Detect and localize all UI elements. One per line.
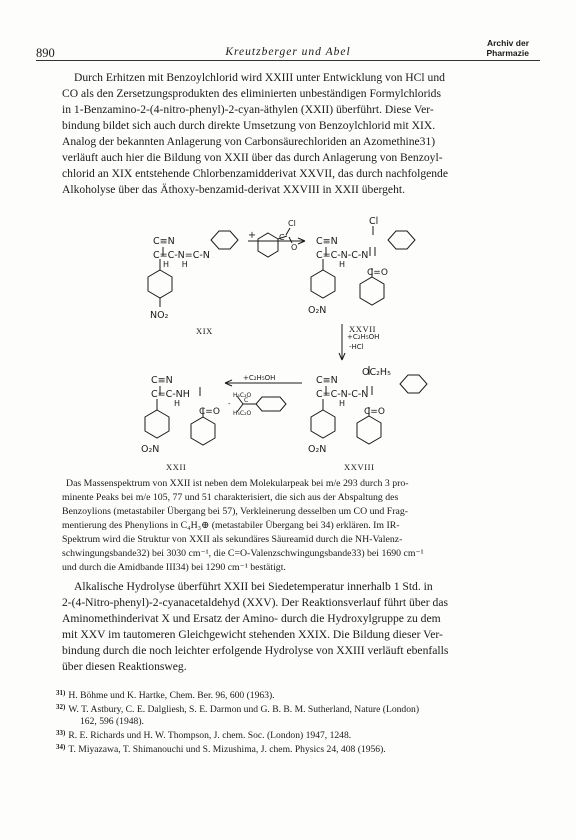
footnote-text: W. T. Astbury, C. E. Dalgliesh, S. E. Darmon und G. B. B. M. Sutherland, Nature (London)	[68, 704, 420, 715]
xxvii-h: H	[339, 260, 346, 269]
text-line: verläuft auch hier die Bildung von XXII über das durch Anlagerung von Benzoyl-	[62, 151, 443, 164]
xxviii-carbonyl: C=O	[364, 407, 385, 417]
small-text-line: und durch die Amidbande III34) bei 1290 cm⁻¹ bestätigt.	[62, 562, 286, 573]
step-ethanol-remove: -HCl	[349, 343, 364, 351]
step-reverse-add: +C₂H₅OH	[243, 374, 276, 382]
xxvii-nitrile: C≡N	[316, 236, 338, 247]
text-line: 2-(4-Nitro-phenyl)-2-cyanacetaldehyd (XXV). Der Reaktionsverlauf führt über das	[62, 596, 448, 609]
footnote-number: 31)	[56, 689, 66, 697]
xix-label: XIX	[196, 326, 213, 336]
xxviii-nitro: O₂N	[308, 444, 327, 455]
reagent-plus: +	[248, 230, 256, 241]
text-line: bindung bildet sich auch durch direkte Umsetzung von Benzoylchlorid mit XIX.	[62, 119, 436, 132]
text-line: Analog der bekannten Anlagerung von Carbonsäurechloriden an Azomethine31)	[62, 135, 436, 148]
step-reverse-formula-1: H₅C₂O	[233, 392, 252, 399]
small-text-line: schwingungsbande32) bei 3030 cm⁻¹, die C=O-Valenzschwingungsbande33) bei 1690 cm⁻¹	[62, 548, 424, 559]
footnote-text: T. Miyazawa, T. Shimanouchi und S. Mizushima, J. chem. Physics 24, 408 (1956).	[68, 744, 386, 755]
text-line: chlorid an XIX entstehende Chlorbenzamidderivat XXVII, das durch nachfolgende	[62, 167, 449, 180]
step-reverse-c: C	[244, 397, 249, 404]
text-line: mit XXV im tautomeren Gleichgewicht stehenden XXIX. Die Bildung dieser Ver-	[62, 628, 443, 641]
text-line: Alkoholyse über das Äthoxy-benzamid-derivat XXVIII in XXII übergeht.	[62, 183, 405, 196]
journal-name-line-2: Pharmazie	[486, 47, 529, 58]
small-text-line: Benzoylions (metastabiler Übergang bei 57), Verkleinerung desselben um CO und Frag-	[62, 506, 408, 517]
xix-core: C=C-N=C-N	[153, 250, 210, 261]
page-number: 890	[36, 46, 55, 60]
xxvii-label: XXVII	[349, 324, 377, 334]
step-reverse-formula-2: H₅C₂O	[233, 410, 252, 417]
step-reverse-minus: -	[228, 400, 231, 408]
footnote	[56, 703, 419, 715]
reagent-o: O	[291, 243, 298, 252]
xix-nitrile: C≡N	[153, 236, 175, 247]
xxii-nitrile: C≡N	[151, 375, 173, 386]
xxvii-core: C=C-N-C-N	[316, 250, 369, 261]
text-line: über diesen Reaktionsweg.	[62, 660, 187, 673]
xxii-label: XXII	[166, 462, 187, 472]
footnote	[56, 689, 275, 701]
footnote-number: 34)	[56, 743, 66, 751]
small-text-line: minente Peaks bei m/e 105, 77 und 51 charakterisiert, die sich aus der Abspaltung des	[62, 492, 399, 503]
xxviii-core: C=C-N-C-N	[316, 389, 369, 400]
xxvii-cl: Cl	[369, 216, 379, 227]
footnote-text: 162, 596 (1948).	[80, 716, 144, 727]
footnote-continuation	[80, 716, 144, 727]
journal-name-line-1: Archiv der	[486, 38, 529, 48]
text-line: CO als den Zersetzungsprodukten des eliminierten unbeständigen Formylchlorids	[62, 87, 441, 100]
reagent-cl: Cl	[288, 219, 296, 228]
small-text-line: Das Massenspektrum von XXII ist neben dem Molekularpeak bei m/e 293 durch 3 pro-	[66, 478, 409, 489]
xxviii-label: XXVIII	[344, 462, 375, 472]
xxii-nitro: O₂N	[141, 444, 160, 455]
xxii-h: H	[174, 399, 181, 408]
reagent-c: C	[279, 233, 285, 242]
footnote-text: R. E. Richards und H. W. Thompson, J. chem. Soc. (London) 1947, 1248.	[68, 730, 352, 741]
text-line: Durch Erhitzen mit Benzoylchlorid wird XXIII unter Entwicklung von HCl und	[74, 71, 445, 84]
footnote-number: 32)	[56, 703, 66, 711]
xxviii-ethoxy: OC₂H₅	[362, 367, 391, 378]
running-title: Kreutzberger und Abel	[225, 46, 351, 58]
footnote	[56, 743, 386, 755]
xxviii-nitrile: C≡N	[316, 375, 338, 386]
xxii-core: C=C-NH	[151, 389, 190, 400]
xxviii-h: H	[339, 399, 346, 408]
small-text-line: Spektrum wird die Struktur von XXII als sekundäres Säureamid durch die NH-Valenz-	[62, 534, 403, 545]
xxvii-nitro: O₂N	[308, 305, 327, 316]
text-line: bindung durch die noch leichter erfolgende Hydrolyse von XXIII verläuft ebenfalls	[62, 644, 449, 657]
xxvii-carbonyl: C=O	[367, 268, 388, 278]
xxii-carbonyl: C=O	[199, 407, 220, 417]
small-text-line: mentierung des Phenylions in C₄H₃⊕ (metastabiler Übergang bei 34) erklären. Im IR-	[62, 520, 400, 531]
footnote	[56, 729, 351, 741]
text-line: Alkalische Hydrolyse überführt XXII bei Siedetemperatur innerhalb 1 Std. in	[74, 580, 433, 593]
text-line: Aminomethinderivat X und Ersatz der Amino- durch die Hydroxylgruppe zu dem	[62, 612, 441, 625]
xix-h-row: H H	[163, 260, 188, 269]
footnote-number: 33)	[56, 729, 66, 737]
text-line: in 1-Benzamino-2-(4-nitro-phenyl)-2-cyan-äthylen (XXII) überführt. Diese Ver-	[62, 103, 434, 116]
step-ethanol-add: +C₂H₅OH	[347, 333, 380, 341]
footnote-text: H. Böhme und K. Hartke, Chem. Ber. 96, 600 (1963).	[68, 690, 275, 701]
xix-nitro: NO₂	[150, 310, 169, 321]
